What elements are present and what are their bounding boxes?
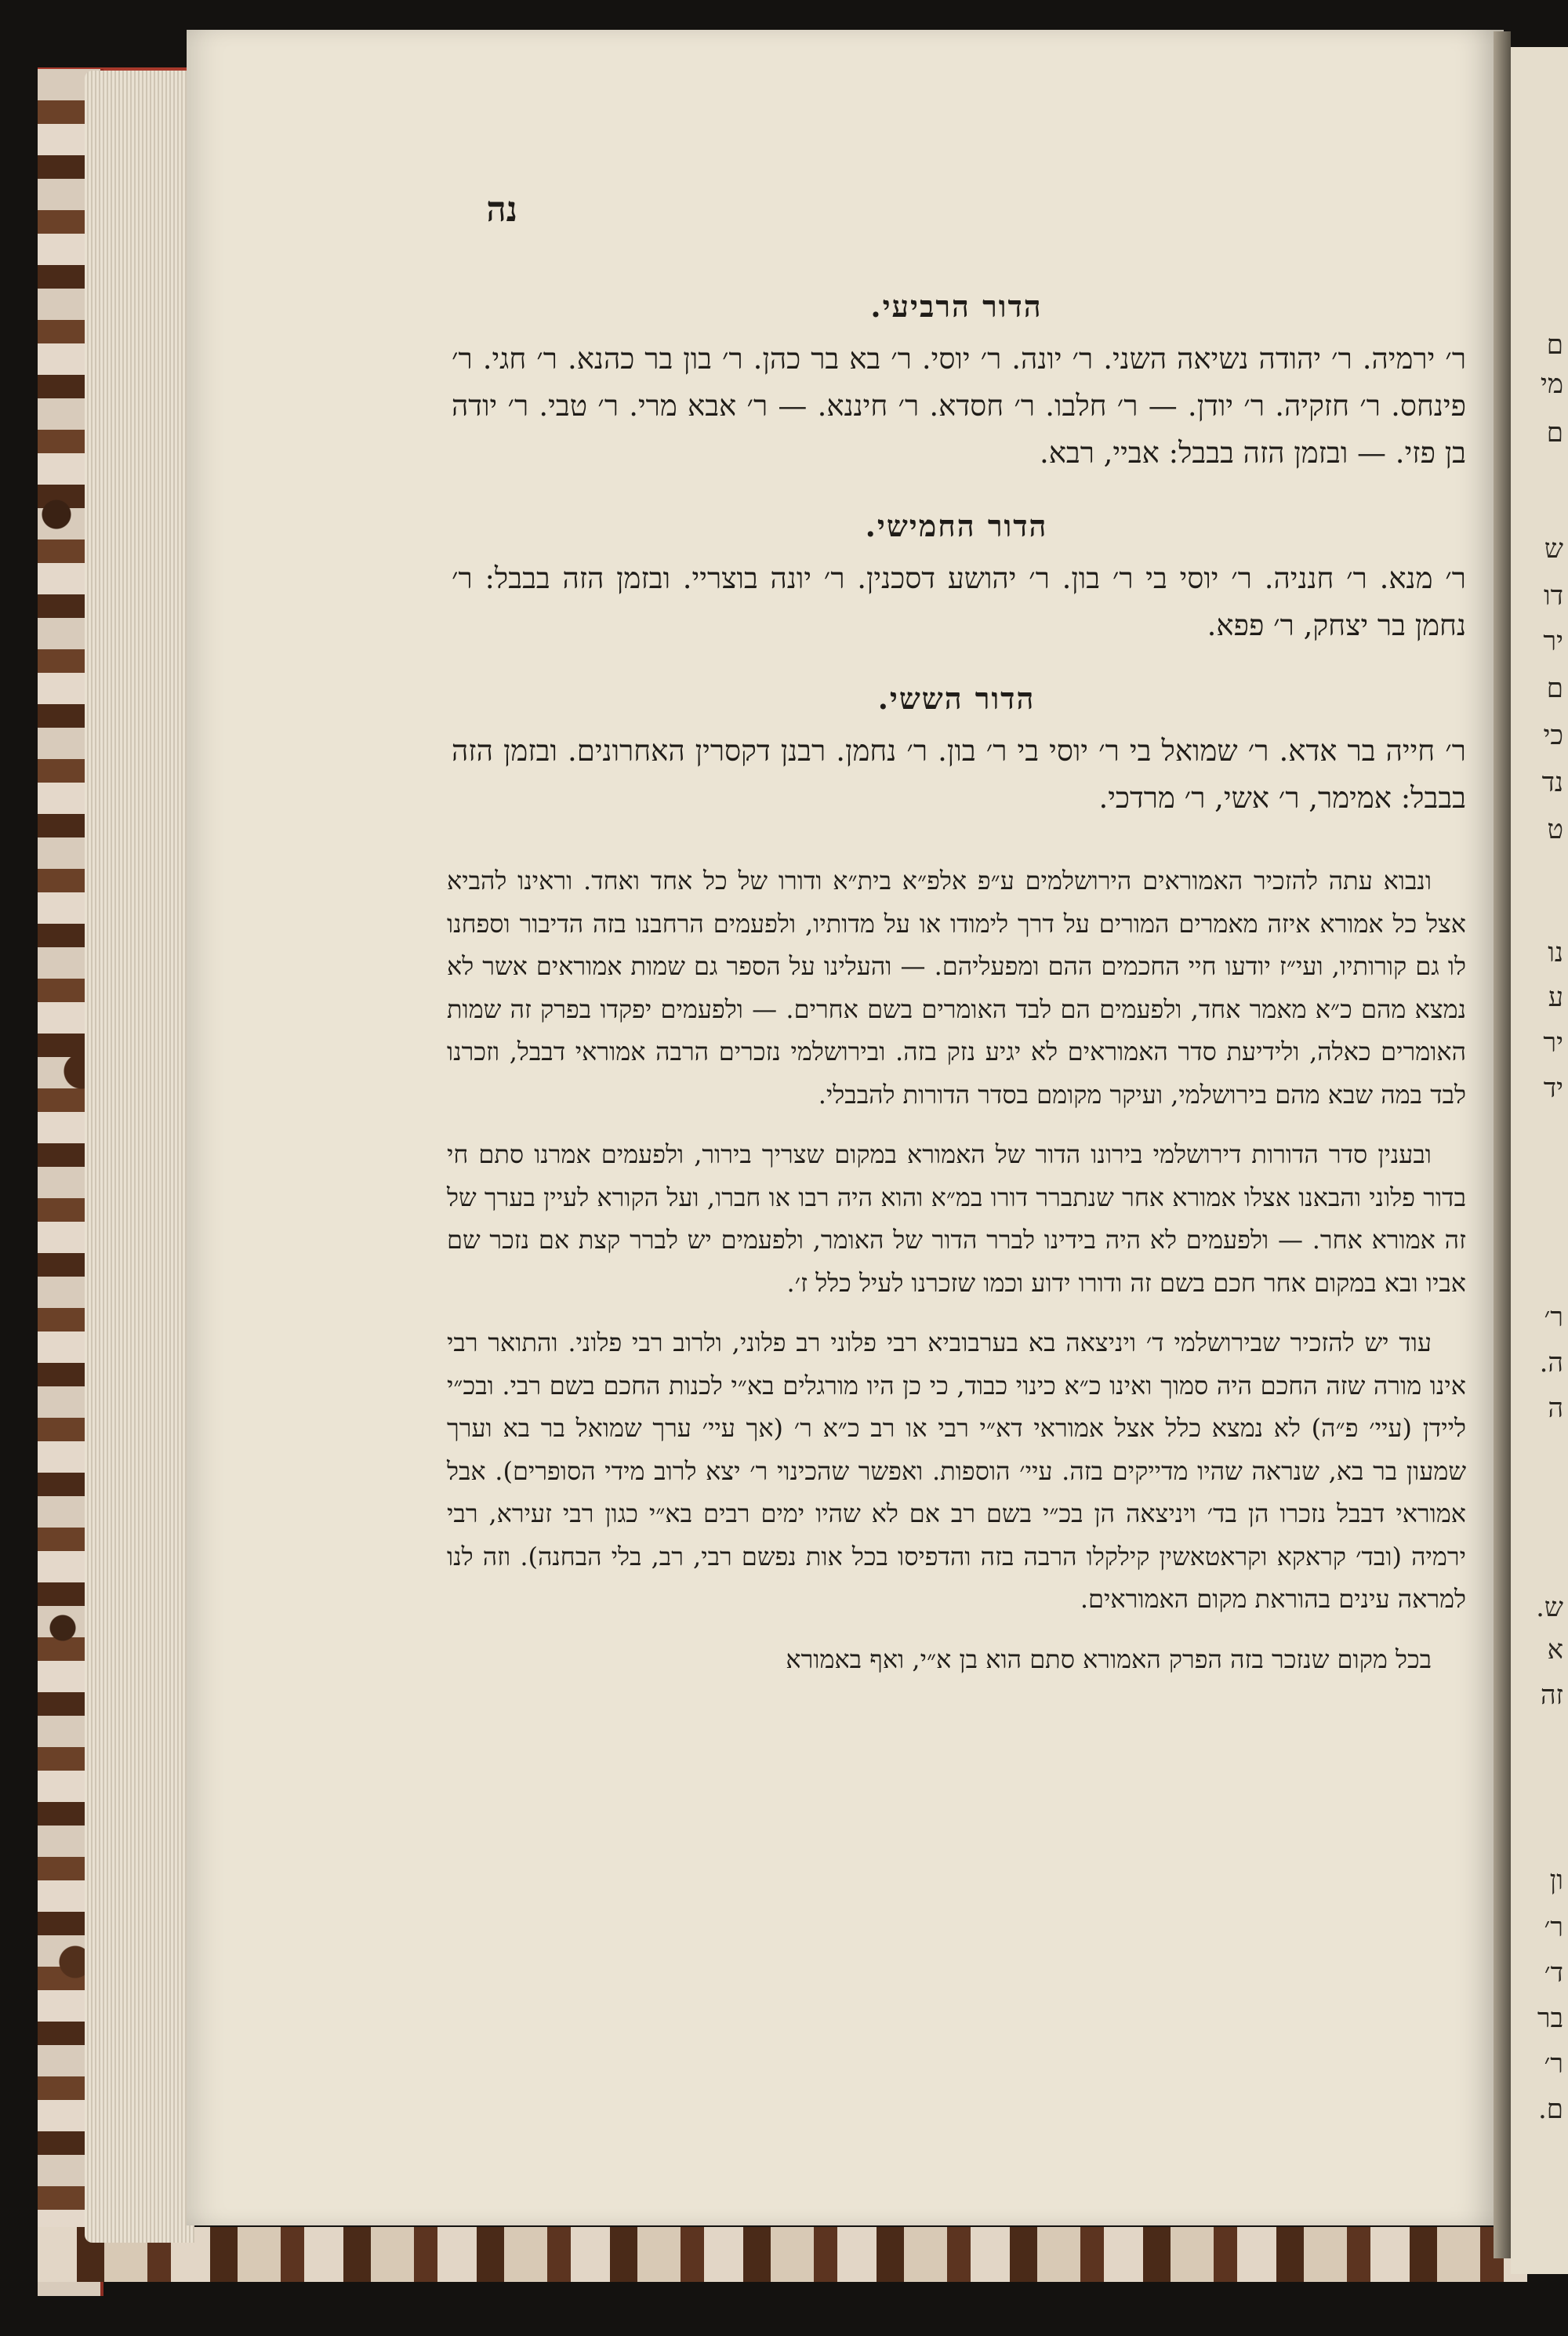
page-text: [447, 180, 1466, 1698]
generation-title: הדור הששי.: [877, 681, 1036, 716]
next-page-fragment: כי: [1543, 720, 1563, 751]
next-page-fragment: יד: [1543, 1073, 1563, 1104]
next-page-fragment: ד׳: [1544, 1957, 1563, 1989]
next-page-fragment: יר: [1543, 626, 1563, 657]
next-page-fragment: ה.: [1539, 1347, 1563, 1379]
next-page-fragment: ה: [1548, 1393, 1563, 1424]
next-page-fragment: נו: [1548, 937, 1563, 968]
next-page-fragment: ע: [1548, 982, 1563, 1013]
next-page-fragment: ם: [1546, 329, 1563, 361]
next-page-fragment: ר׳: [1544, 2048, 1563, 2080]
generation-list: ר׳ ירמיה. ר׳ יהודה נשיאה השני. ר׳ יונה. ר׳ יוסי. ר׳ בא בר כהן. ר׳ בון בר כהנא. ר׳ חגי. ר׳ פינחס. ר׳ חזקיה. ר׳ יודן. — ר׳ חלבו. ר׳ חסדא. ר׳ חיננא. — ר׳ אבא מרי. ר׳ טבי. ר׳ יודה בן פזי. — ובזמן הזה בבבל: אביי, רבא.: [452, 342, 1466, 470]
next-page-fragment: א: [1547, 1634, 1563, 1666]
generation-title: הדור הרביעי.: [870, 289, 1043, 324]
next-page-fragment: ם: [1546, 417, 1563, 449]
body-paragraph: ונבוא עתה להזכיר האמוראים הירושלמים ע״פ אלפ״א בית״א ודורו של כל אחד ואחד. וראינו להביא אצל כל אמורא איזה מאמרים המורים על דרך לימודו או על מדותיו, ולפעמים הרחבנו בזה הדיבור וספחנו לו גם קורותיו, ועי״ז יודעו חיי החכמים ההם ומפעליהם. — והעלינו על הספר גם שמות אמוראים אשר לא נמצא מהם כ״א מאמר אחד, ולפעמים הם לבד האומרים בשם אחרים. — ולפעמים יפקדו בפרק זה שמות האומרים כאלה, ולידיעת סדר האמוראים לא יגיע נזק בזה. ובירושלמי נזכרים הרבה אמוראי דבבל, וזכרנו לבד במה שבא מהם בירושלמי, ועיקר מקומם בסדר הדורות להבבלי.: [447, 866, 1467, 1110]
page-number: נה: [486, 190, 517, 230]
body-paragraph: בכל מקום שנזכר בזה הפרק האמורא סתם הוא בן א״י, ואף באמורא: [786, 1644, 1432, 1674]
next-page-fragment: ם: [1546, 673, 1563, 704]
body-paragraph: עוד יש להזכיר שבירושלמי ד׳ ויניצאה בא בערבוביא רבי פלוני רב פלוני, ולרוב רבי פלוני. והתואר רבי אינו מורה שזה החכם היה סמוך ואינו כ״א כינוי כבוד, כי כן היו מורגלים בא״י לכנות החכם בשם רבי. ובכ״י ליידן (עיי׳ פ״ה) לא נמצא כלל אצל אמוראי דא״י רבי או רב כ״א ר׳ (אך עיי׳ ערך שמואל בר בא וערך שמעון בר בא, שנראה שהיו מדייקים בזה. עיי׳ הוספות. ואפשר שהכינוי ר׳ יצא לרוב מידי הסופרים). אבל אמוראי דבבל נזכרו הן בד׳ ויניצאה הן בכ״י בשם רב אם לא שהיו ימים רבים בא״י כגון רבי זעירא, רבי ירמיה (ובד׳ קראקא וקראטאשין קילקלו הרבה בזה והדפיסו בכל אות נפשם רבי, רב, בלי הבחנה). וזה לנו למראה עינים בהוראת מקום האמוראים.: [447, 1328, 1467, 1614]
next-page-edge: [1511, 47, 1568, 2274]
next-page-fragment: ט: [1547, 814, 1563, 845]
generation-list: ר׳ מנא. ר׳ חנניה. ר׳ יוסי בי ר׳ בון. ר׳ יהושע דסכנין. ר׳ יונה בוצריי. ובזמן הזה בבבל: ר׳ נחמן בר יצחק, ר׳ פפא.: [452, 561, 1466, 642]
book-gutter: [1494, 31, 1511, 2258]
next-page-fragment: ש: [1544, 533, 1563, 565]
next-page-fragment: בר: [1537, 2003, 1563, 2034]
next-page-fragment: נד: [1541, 767, 1563, 798]
next-page-fragment: זה: [1540, 1680, 1563, 1711]
next-page-fragment: ון: [1549, 1865, 1563, 1896]
next-page-fragment: יר: [1543, 1027, 1563, 1059]
generation-title: הדור החמישי.: [865, 508, 1048, 543]
next-page-fragment: ש.: [1536, 1592, 1563, 1623]
next-page-fragment: ר׳: [1544, 1912, 1563, 1943]
body-paragraph: ובענין סדר הדורות דירושלמי בירונו הדור של האמורא במקום שצריך בירור, ולפעמים אמרנו סתם חי בדור פלוני והבאנו אצלו אמורא אחר שנתברר דורו במ״א והוא היה רבו או חברו, ועל הקורא לעיין בערך של זה אמורא אחר. — ולפעמים לא היה בידינו לברר הדור של האומר, ולפעמים יש לברר קצת אם נזכר שם אביו ובא במקום אחר חכם בשם זה ודורו ידוע וכמו שזכרנו לעיל כלל ז׳.: [447, 1139, 1466, 1298]
next-page-fragment: ר׳: [1544, 1302, 1563, 1333]
page-stack-edge: [85, 71, 194, 2243]
book-cover-bottom: [38, 2227, 1527, 2282]
next-page-fragment: מי: [1540, 369, 1563, 400]
generation-list: ר׳ חייה בר אדא. ר׳ שמואל בי ר׳ יוסי בי ר׳ בון. ר׳ נחמן. רבנן דקסרין האחרונים. ובזמן הזה בבבל: אמימר, ר׳ אשי, ר׳ מרדכי.: [452, 734, 1466, 815]
next-page-fragment: דו: [1543, 580, 1563, 612]
next-page-fragment: ם.: [1537, 2094, 1563, 2125]
